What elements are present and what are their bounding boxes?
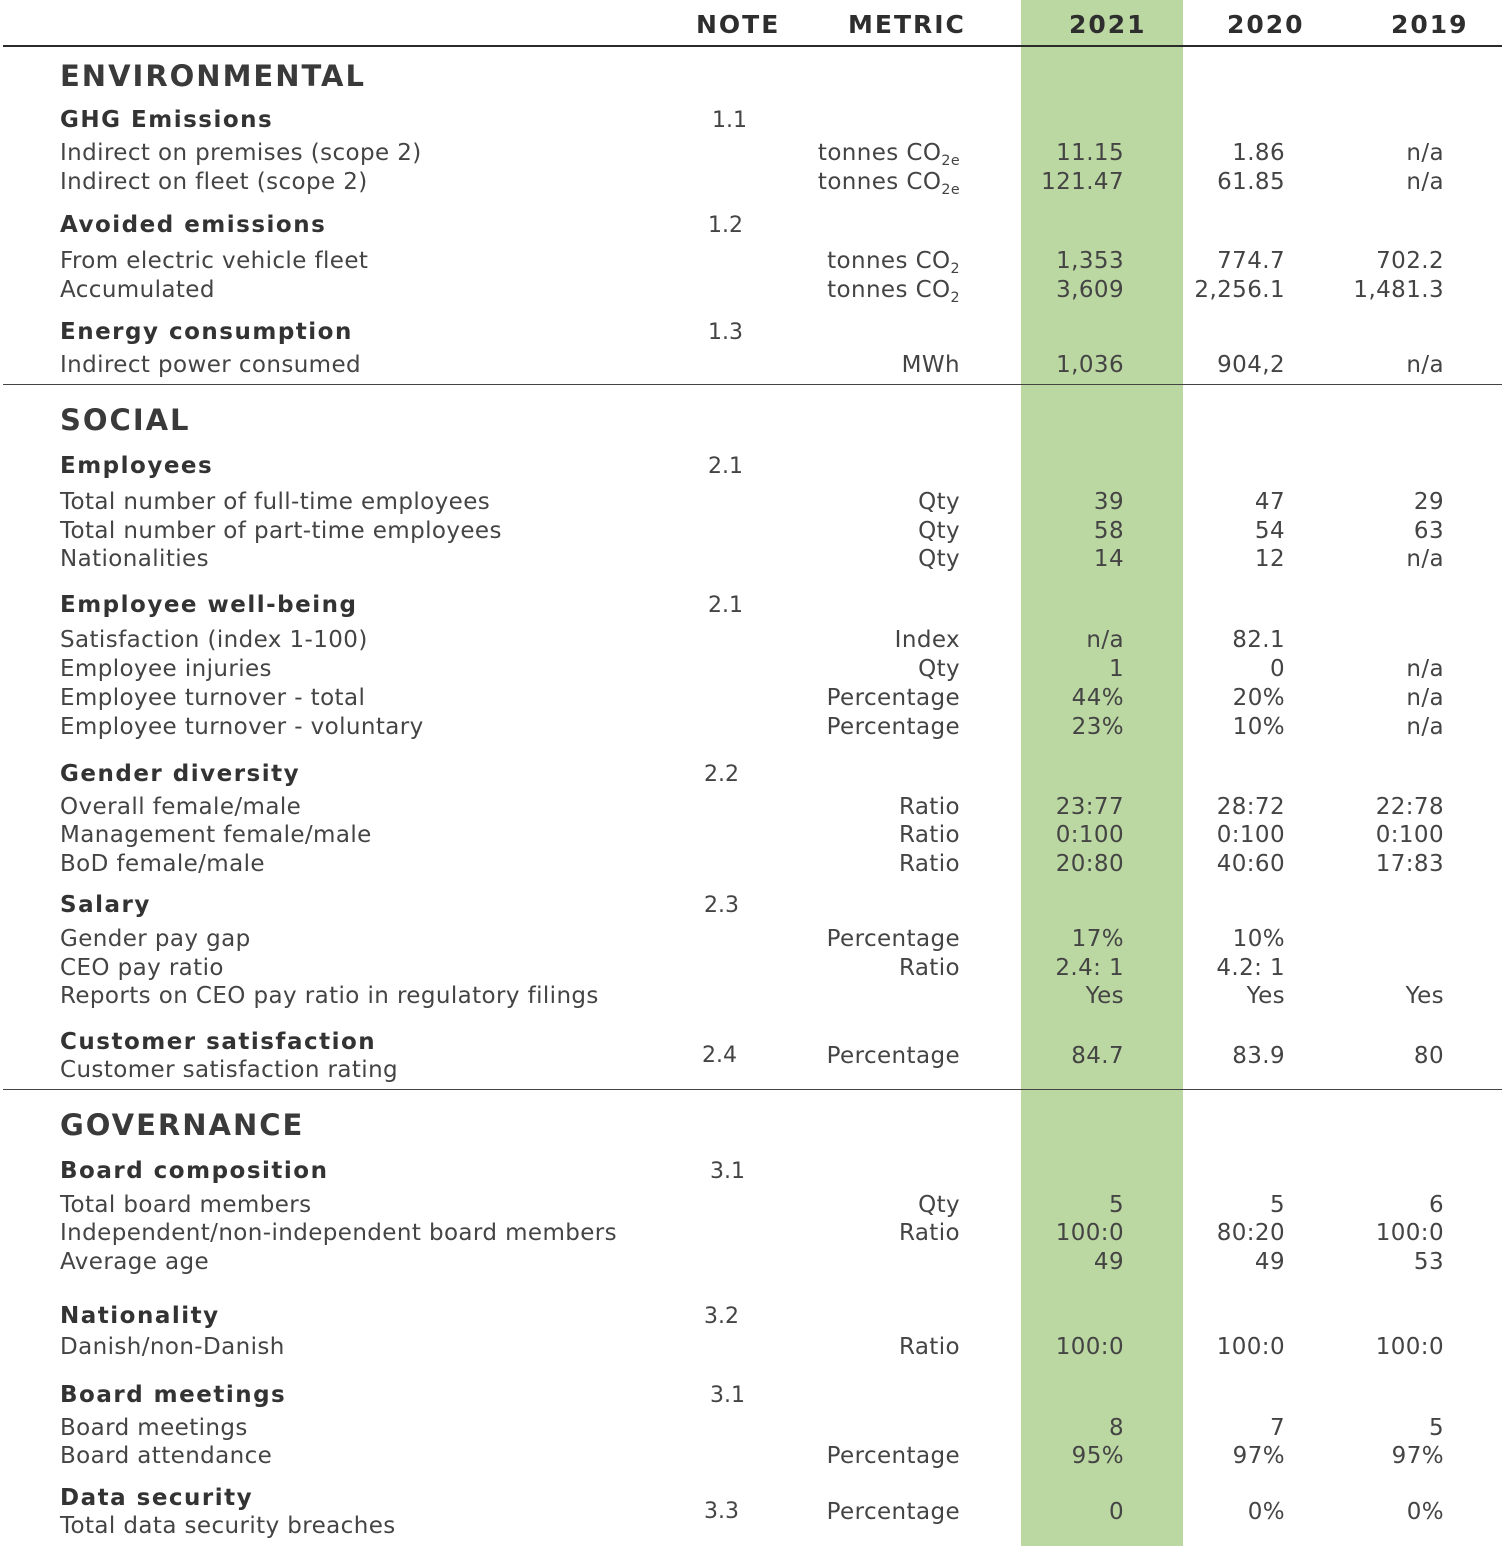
header-2020: 2020 [1227,10,1305,39]
row-label: Total data security breaches [60,1513,396,1539]
row-label: Reports on CEO pay ratio in regulatory filings [60,983,599,1009]
row-label: Danish/non-Danish [60,1334,285,1360]
row-label: BoD female/male [60,851,265,877]
value-2020: 97% [1232,1443,1285,1469]
value-2020: 0% [1247,1499,1285,1525]
value-2021: 44% [1071,685,1124,711]
section-divider [3,384,1502,385]
value-2021: 1,036 [1056,352,1124,378]
row-metric: Ratio [898,794,960,820]
value-2021: 39 [1093,489,1124,515]
row-metric: Percentage [826,1443,960,1469]
value-2021: 23% [1071,714,1124,740]
value-2020: 10% [1232,926,1285,952]
value-2019: n/a [1406,352,1444,378]
group-title: Customer satisfaction [60,1029,377,1055]
value-2020: 100:0 [1216,1334,1285,1360]
header-note: NOTE [696,10,781,39]
value-2020: 1.86 [1232,140,1285,166]
value-2020: 12 [1254,546,1285,572]
value-2019: 29 [1413,489,1444,515]
row-metric: Qty [918,518,960,544]
row-metric: Percentage [826,1043,960,1069]
row-label: Indirect on fleet (scope 2) [60,169,368,195]
row-metric: Ratio [898,1334,960,1360]
row-label: Accumulated [60,277,215,303]
row-label: Overall female/male [60,794,302,820]
row-metric: tonnes $CO_2$ [827,248,960,277]
value-2019: 97% [1391,1443,1444,1469]
value-2019: 100:0 [1375,1220,1444,1246]
group-note: 2.3 [704,893,739,918]
value-2021: 0:100 [1055,822,1124,848]
value-2019: n/a [1406,546,1444,572]
row-label: Management female/male [60,822,372,848]
value-2021: 2.4: 1 [1055,955,1124,981]
value-2020: 10% [1232,714,1285,740]
header-rule [3,45,1502,47]
value-2019: 63 [1413,518,1444,544]
value-2021: 84.7 [1071,1043,1124,1069]
group-title: Employee well-being [60,592,358,618]
group-note: 2.1 [708,454,743,479]
value-2019: 5 [1428,1415,1444,1441]
value-2019: n/a [1406,714,1444,740]
row-metric: Ratio [898,822,960,848]
value-2021: 121.47 [1041,169,1124,195]
group-title: Nationality [60,1303,220,1329]
value-2019: 53 [1413,1249,1444,1275]
value-2021: 49 [1093,1249,1124,1275]
value-2020: 80:20 [1216,1220,1285,1246]
section-title-environmental: ENVIRONMENTAL [60,59,366,93]
group-note: 1.1 [712,108,747,133]
value-2020: 28:72 [1216,794,1285,820]
value-2019: 17:83 [1375,851,1444,877]
row-label: Indirect on premises (scope 2) [60,140,422,166]
value-2020: 0 [1269,656,1285,682]
header-2021: 2021 [1069,10,1147,39]
group-title: Salary [60,892,151,918]
value-2019: Yes [1405,983,1444,1009]
group-note: 3.1 [710,1159,745,1184]
value-2019: 22:78 [1375,794,1444,820]
group-note: 3.3 [704,1499,739,1524]
value-2021: 100:0 [1055,1334,1124,1360]
value-2019: n/a [1406,685,1444,711]
row-metric: tonnes $CO_{2e}$ [817,140,960,169]
row-label: Employee turnover - total [60,685,366,711]
value-2021: 11.15 [1056,140,1124,166]
section-title-governance: GOVERNANCE [60,1108,305,1142]
value-2021: 23:77 [1055,794,1124,820]
group-note: 3.1 [710,1383,745,1408]
value-2020: 774.7 [1217,248,1285,274]
row-label: Employee turnover - voluntary [60,714,424,740]
group-title: Board meetings [60,1382,287,1408]
row-metric: Qty [918,656,960,682]
header-2019: 2019 [1391,10,1469,39]
value-2019: n/a [1406,656,1444,682]
row-metric: Qty [918,546,960,572]
row-metric: Qty [918,1192,960,1218]
value-2019: 80 [1413,1043,1444,1069]
row-metric: Ratio [898,851,960,877]
row-metric: Qty [918,489,960,515]
group-note: 3.2 [704,1304,739,1329]
row-metric: Ratio [898,955,960,981]
row-label: Board attendance [60,1443,273,1469]
row-metric: Ratio [898,1220,960,1246]
value-2019: 6 [1428,1192,1444,1218]
row-label: Customer satisfaction rating [60,1057,399,1083]
row-label: Satisfaction (index 1-100) [60,627,368,653]
value-2021: 58 [1093,518,1124,544]
group-title: GHG Emissions [60,107,274,133]
value-2020: 47 [1254,489,1285,515]
value-2020: 7 [1269,1415,1285,1441]
row-metric: tonnes $CO_2$ [827,277,960,306]
group-title: Board composition [60,1158,329,1184]
value-2019: n/a [1406,169,1444,195]
group-title: Employees [60,453,214,479]
value-2020: 49 [1254,1249,1285,1275]
value-2020: 82.1 [1232,627,1285,653]
value-2021: 1,353 [1056,248,1124,274]
value-2020: Yes [1246,983,1285,1009]
row-label: Board meetings [60,1415,248,1441]
value-2021: 8 [1108,1415,1124,1441]
year-2021-highlight-column [1021,0,1183,1546]
row-label: Total number of full-time employees [60,489,491,515]
section-title-social: SOCIAL [60,403,191,437]
value-2020: 904,2 [1217,352,1285,378]
row-label: From electric vehicle fleet [60,248,369,274]
row-label: Independent/non-independent board members [60,1220,618,1246]
group-note: 1.3 [708,320,743,345]
value-2019: 0% [1406,1499,1444,1525]
value-2020: 54 [1254,518,1285,544]
section-divider [3,1089,1502,1090]
group-title: Data security [60,1485,254,1511]
value-2021: n/a [1086,627,1124,653]
header-metric: METRIC [848,10,966,39]
group-note: 2.1 [708,593,743,618]
value-2020: 20% [1232,685,1285,711]
row-metric: Percentage [826,685,960,711]
row-metric: Percentage [826,926,960,952]
row-label: Total number of part-time employees [60,518,502,544]
value-2020: 83.9 [1232,1043,1285,1069]
value-2020: 61.85 [1217,169,1285,195]
value-2019: 702.2 [1376,248,1444,274]
value-2021: Yes [1085,983,1124,1009]
value-2021: 17% [1071,926,1124,952]
row-label: Total board members [60,1192,312,1218]
value-2021: 20:80 [1055,851,1124,877]
value-2020: 4.2: 1 [1216,955,1285,981]
row-metric: tonnes $CO_{2e}$ [817,169,960,198]
group-note: 2.4 [702,1043,737,1068]
row-label: Indirect power consumed [60,352,362,378]
row-label: Gender pay gap [60,926,251,952]
value-2019: n/a [1406,140,1444,166]
value-2021: 14 [1093,546,1124,572]
row-metric: Index [894,627,960,653]
value-2019: 0:100 [1375,822,1444,848]
value-2021: 0 [1108,1499,1124,1525]
value-2019: 100:0 [1375,1334,1444,1360]
value-2020: 40:60 [1216,851,1285,877]
group-note: 1.2 [708,213,743,238]
row-label: Employee injuries [60,656,272,682]
value-2020: 5 [1269,1192,1285,1218]
value-2021: 95% [1071,1443,1124,1469]
value-2021: 3,609 [1056,277,1124,303]
group-title: Gender diversity [60,761,301,787]
row-metric: Percentage [826,1499,960,1525]
value-2021: 1 [1108,656,1124,682]
group-title: Energy consumption [60,319,353,345]
row-label: Average age [60,1249,210,1275]
row-metric: Percentage [826,714,960,740]
row-label: CEO pay ratio [60,955,224,981]
group-note: 2.2 [704,762,739,787]
value-2021: 5 [1108,1192,1124,1218]
row-metric: MWh [901,352,960,378]
value-2021: 100:0 [1055,1220,1124,1246]
value-2020: 2,256.1 [1194,277,1285,303]
value-2020: 0:100 [1216,822,1285,848]
value-2019: 1,481.3 [1353,277,1444,303]
row-label: Nationalities [60,546,209,572]
group-title: Avoided emissions [60,212,327,238]
